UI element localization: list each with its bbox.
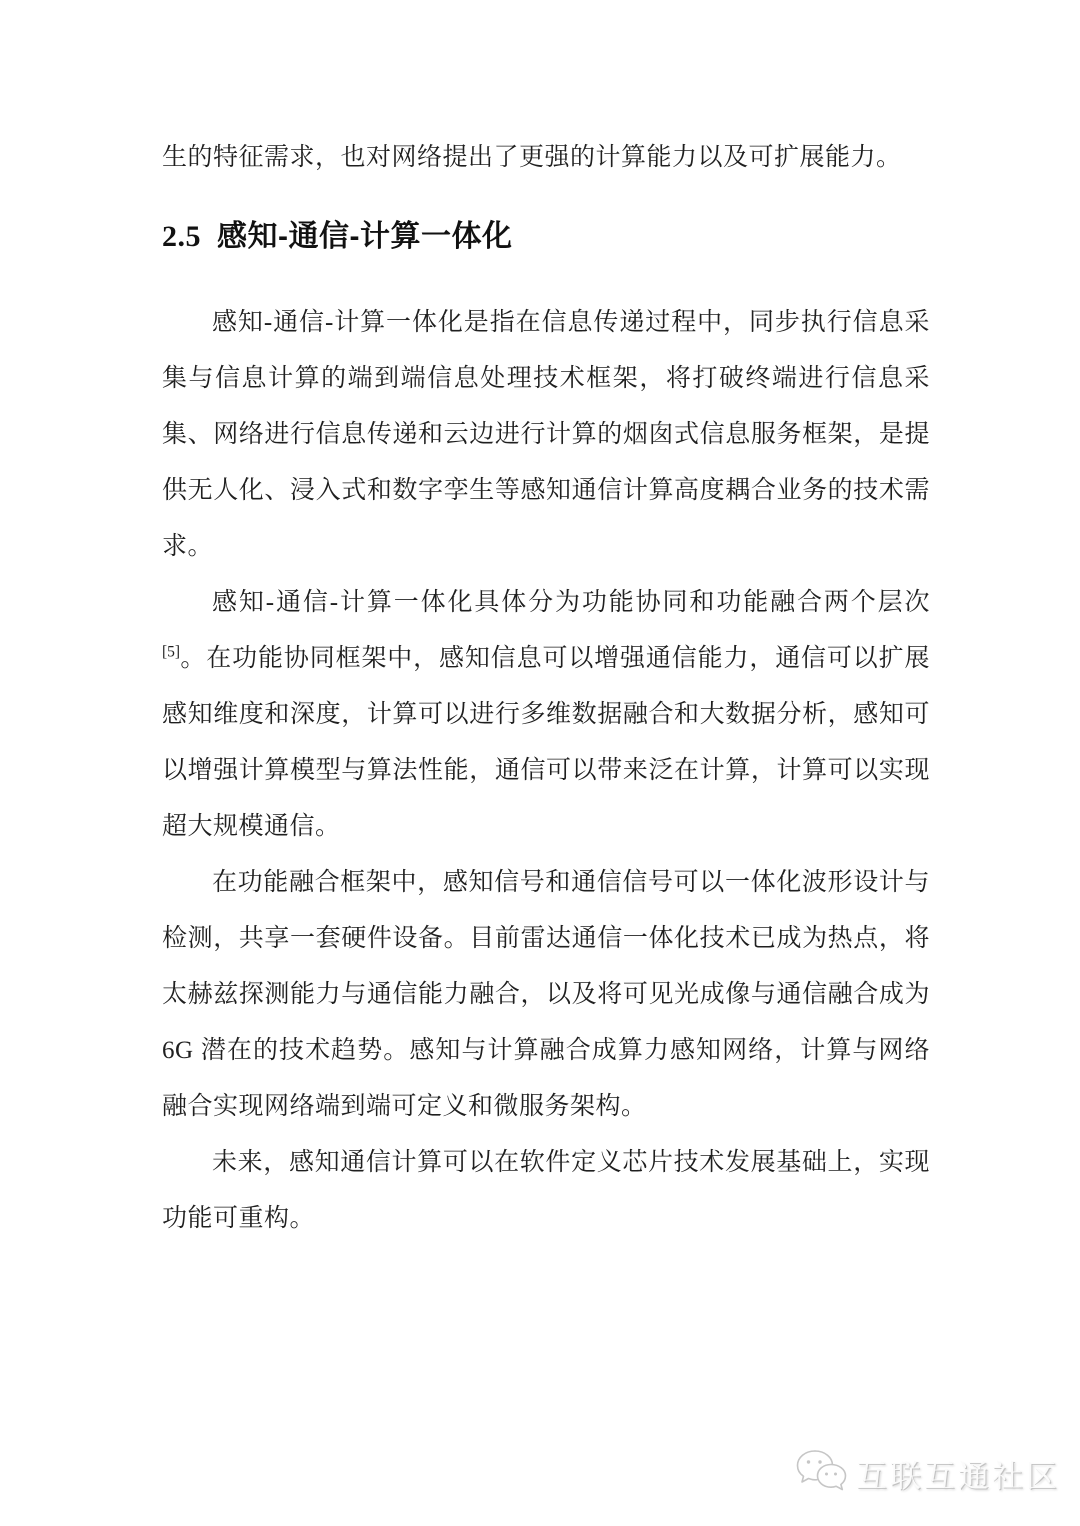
watermark-text: 互联互通社区 — [856, 1458, 1060, 1494]
section-heading — [162, 215, 930, 259]
page-content — [162, 130, 930, 1247]
paragraph-3: 在功能融合框架中，感知信号和通信信号可以一体化波形设计与检测，共享一套硬件设备。目前雷达通信一体化技术已成为热点，将太赫兹探测能力与通信能力融合，以及将可见光成像与通信融合成为6G 潜在的技术趋势。感知与计算融合成算力感知网络，计算与网络融合实现网络端到端可定义和微服务架构。 — [162, 869, 930, 1120]
paragraph-2 — [162, 575, 930, 855]
wechat-logo-icon — [794, 1448, 848, 1498]
paragraph-1: 感知-通信-计算一体化是指在信息传递过程中，同步执行信息采集与信息计算的端到端信息处理技术框架，将打破终端进行信息采集、网络进行信息传递和云边进行计算的烟囱式信息服务框架，是提供无人化、浸入式和数字孪生等感知通信计算高度耦合业务的技术需求。 — [162, 309, 930, 560]
paragraph-2-text-after: 。在功能协同框架中，感知信息可以增强通信能力，通信可以扩展感知维度和深度，计算可以进行多维数据融合和大数据分析，感知可以增强计算模型与算法性能，通信可以带来泛在计算，计算可以实现超大规模通信。 — [162, 645, 930, 840]
paragraph-4: 未来，感知通信计算可以在软件定义芯片技术发展基础上，实现功能可重构。 — [162, 1149, 930, 1232]
paragraph-continuation: 生的特征需求，也对网络提出了更强的计算能力以及可扩展能力。 — [162, 144, 902, 171]
watermark — [794, 1448, 1060, 1498]
section-title: 感知-通信-计算一体化 — [217, 220, 513, 253]
section-number: 2.5 — [162, 220, 201, 253]
citation-reference: [5] — [162, 643, 181, 661]
paragraph-2-text: 感知-通信-计算一体化具体分为功能协同和功能融合两个层次 — [212, 589, 930, 616]
